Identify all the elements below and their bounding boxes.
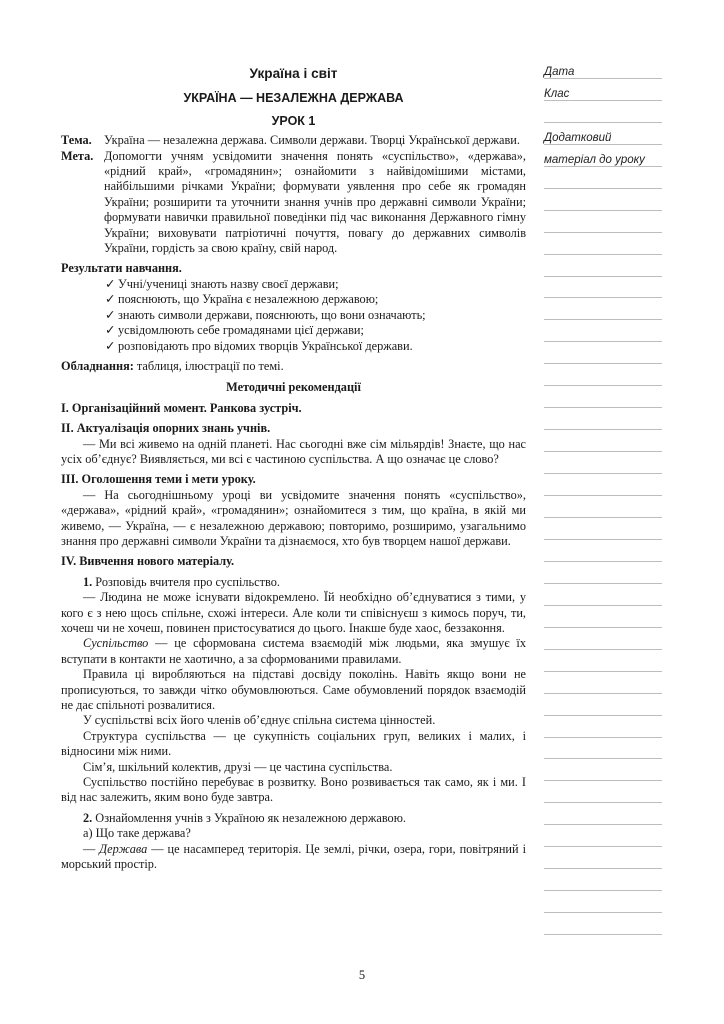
note-line [544,934,662,935]
item-text: Розповідь вчителя про суспільство. [92,574,280,589]
note-line [544,144,662,145]
check-icon: ✓ [105,276,116,291]
results-item-text: усвідомлюють себе громадянами цієї держави; [118,323,364,338]
note-line [544,188,662,189]
extra-material-label-2: матеріал до уроку [544,154,645,166]
paragraph: Правила ці виробляються на підставі досвіду поколінь. Навіть якщо вони не прописуються, то завжди чітко обумовлюються. Саме обумовлений порядок взаємодій не дає спільноті розвалитися. [61,667,526,713]
term: Держава [99,841,148,856]
meta-label: Мета. [61,148,94,163]
numbered-item-2 [61,811,526,826]
term: Суспільство [83,636,149,651]
note-line [544,627,662,628]
note-line [544,890,662,891]
stage-2-heading: II. Актуалізація опорних знань учнів. [61,421,271,436]
paragraph: — На сьогоднішньому уроці ви усвідомите значення понять «суспільство», «держава», «рідний край», «громадянин»; ознайомитеся з тим, що країна, в якій ми живемо, — Україна, — є незалежною державою; повторимо, розширимо, узагальнимо знання про державні символи України та дізнаємося, хто був творцем нашої держави. [61,487,526,548]
note-line [544,385,662,386]
note-line [544,824,662,825]
section-title: Україна і світ [249,66,338,81]
note-line [544,758,662,759]
equipment-label: Обладнання: [61,358,134,373]
note-line [544,297,662,298]
paragraph: Суспільство постійно перебуває в розвитку. Воно розвивається так само, як і ми. І від нас залежить, яким воно буде завтра. [61,775,526,805]
note-line [544,561,662,562]
note-line [544,407,662,408]
note-line [544,693,662,694]
definition: — це сформована система взаємодій між людьми, яка змушує їх вступати в контакти не хаотично, а за сформованими правилами. [61,636,526,666]
check-icon: ✓ [105,338,116,353]
note-line [544,78,662,79]
note-line [544,649,662,650]
methodical-heading: Методичні рекомендації [226,380,361,395]
definition: — це насамперед територія. Це землі, річки, озера, гори, повітряний і морський простір. [61,841,526,872]
tema-text: Україна — незалежна держава. Символи держави. Творці Української держави. [104,133,520,148]
stage-4-heading: IV. Вивчення нового матеріалу. [61,554,235,569]
note-line [544,802,662,803]
paragraph [61,842,526,873]
paragraph: Сім’я, шкільний колектив, друзі — це частина суспільства. [83,759,393,774]
tema-row [61,133,526,148]
numbered-item-1 [61,575,526,590]
page-number: 5 [358,968,366,982]
check-icon: ✓ [105,307,116,322]
note-line [544,605,662,606]
question: а) Що таке держава? [83,826,191,841]
note-line [544,737,662,738]
note-line [544,583,662,584]
dash: — [83,841,100,856]
results-item [61,339,526,354]
note-line [544,912,662,913]
meta-row [61,149,526,257]
main-column [61,62,526,873]
item-number: 2. [83,810,93,825]
meta-text: Допомогти учням усвідомити значення понять «суспільство», «держава», «рідний край», «громадянин»; ознайомити з найвідомішими містами, найбільшими річками України; формувати уявлення про себе як громадян України; розширити та уточнити знання учнів про державні символи України; формувати навички правильної поведінки під час виконання Державного гімну України; виховувати патріотичні почуття, повагу до державних символів України, гордість за свою країну, свій народ. [104,148,526,256]
tema-label: Тема. [61,133,92,148]
check-icon: ✓ [105,292,116,307]
note-line [544,671,662,672]
check-icon: ✓ [105,323,116,338]
stage-3-heading: III. Оголошення теми і мети уроку. [61,472,256,487]
results-item [61,277,526,292]
note-line [544,451,662,452]
note-line [544,495,662,496]
note-line [544,473,662,474]
note-line [544,868,662,869]
paragraph: У суспільстві всіх його членів об’єднує спільна система цінностей. [83,713,436,728]
note-line [544,341,662,342]
note-line [544,846,662,847]
results-item [61,292,526,307]
note-line [544,232,662,233]
paragraph: Структура суспільства — це сукупність соціальних груп, великих і малих, і відносини між ними. [61,728,526,759]
paragraph: — Людина не може існувати відокремлено. Їй необхідно об’єднуватися з тими, у кого є з нею щось спільне, схожі інтереси. Але коли ти співіснуєш з кимось поруч, ти, хочеш чи не хочеш, повинен пристосуватися до цього. Інакше буде хаос, беззаконня. [61,590,526,635]
note-line [544,429,662,430]
note-line [544,254,662,255]
paragraph [61,636,526,667]
note-line [544,780,662,781]
results-item-text: пояснюють, що Україна є незалежною державою; [118,292,379,307]
results-item [61,323,526,338]
note-line [544,319,662,320]
note-line [544,363,662,364]
paragraph: — Ми всі живемо на одній планеті. Нас сьогодні вже сім мільярдів! Знаєте, що нас усіх об’єднує? Виявляється, ми всі є частиною суспільства. А що означає це слово? [61,436,526,466]
date-label: Дата [544,66,575,78]
note-line [544,166,662,167]
results-item-text: розповідають про відомих творців Української держави. [118,338,413,353]
note-line [544,539,662,540]
class-label: Клас [544,88,570,100]
item-number: 1. [83,574,93,589]
results-heading: Результати навчання. [61,261,182,276]
lesson-number: УРОК 1 [271,113,316,128]
note-line [544,276,662,277]
topic-title: УКРАЇНА — НЕЗАЛЕЖНА ДЕРЖАВА [183,91,404,106]
results-item [61,308,526,323]
results-item-text: знають символи держави, пояснюють, що вони означають; [118,307,426,322]
note-line [544,122,662,123]
item-text: Ознайомлення учнів з Україною як незалежною державою. [92,810,406,825]
equipment-text: таблиця, ілюстрації по темі. [133,358,284,373]
extra-material-label: Додатковий [544,132,612,144]
note-line [544,210,662,211]
note-line [544,715,662,716]
note-line [544,517,662,518]
note-line [544,100,662,101]
results-item-text: Учні/учениці знають назву своєї держави; [118,276,339,291]
equipment-line [61,359,526,374]
stage-1-heading: I. Організаційний момент. Ранкова зустріч. [61,400,302,415]
